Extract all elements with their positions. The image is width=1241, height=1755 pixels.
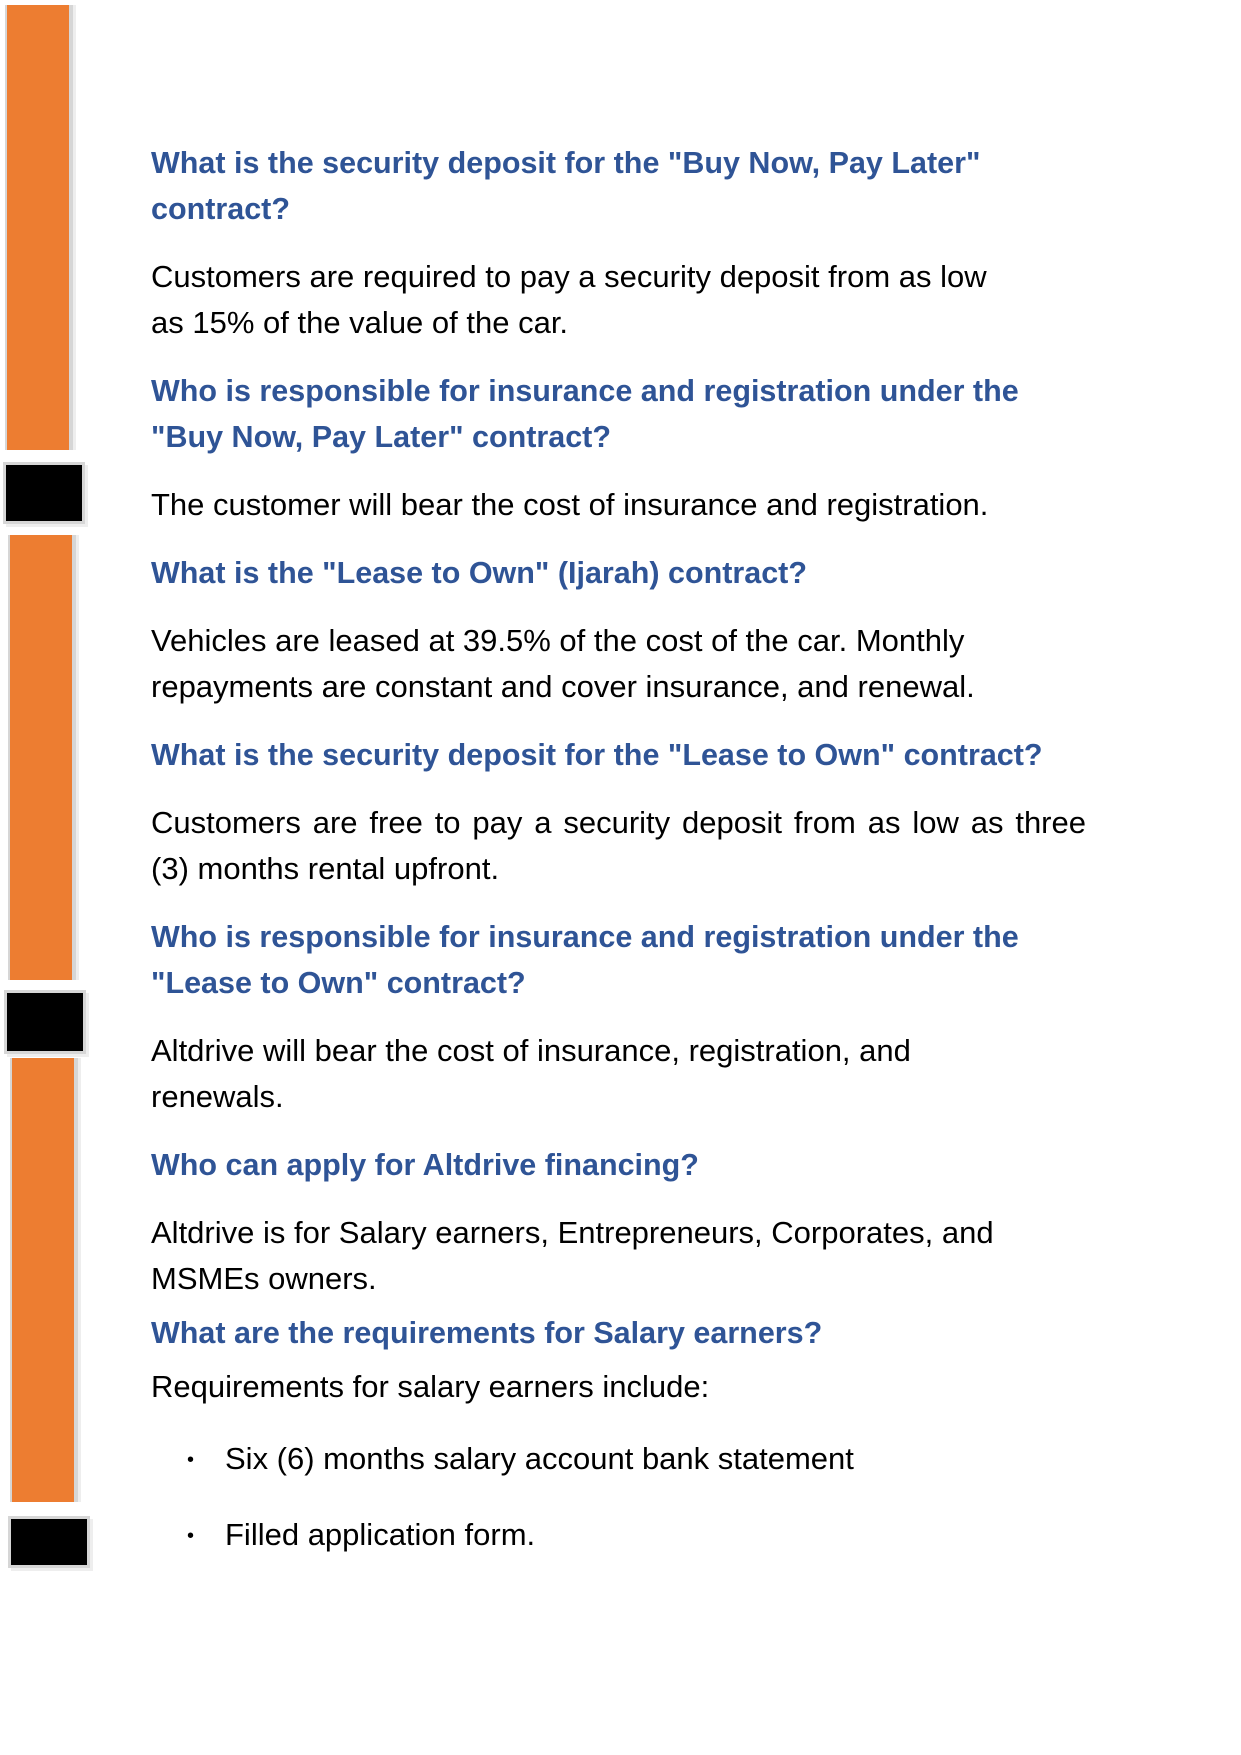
faq-answer: Altdrive will bear the cost of insurance, registration, and renewals.	[151, 1033, 911, 1114]
faq-answer: Requirements for salary earners include:	[151, 1369, 710, 1404]
faq-question: What are the requirements for Salary earners?	[151, 1316, 823, 1350]
faq-question: What is the security deposit for the "Buy Now, Pay Later" contract?	[151, 146, 981, 226]
orange-bar	[5, 5, 73, 450]
faq-question: What is the "Lease to Own" (Ijarah) contract?	[151, 556, 807, 590]
faq-answer: Customers are required to pay a security deposit from as low as 15% of the value of the car.	[151, 259, 987, 340]
faq-question: Who is responsible for insurance and registration under the "Buy Now, Pay Later" contract?	[151, 374, 1019, 454]
bullet-icon: •	[187, 1449, 195, 1471]
faq-content	[151, 140, 1086, 1588]
orange-bar	[10, 1058, 78, 1502]
faq-question: Who is responsible for insurance and registration under the "Lease to Own" contract?	[151, 920, 1019, 1000]
bullet-icon: •	[187, 1525, 195, 1547]
faq-question: What is the security deposit for the "Lease to Own" contract?	[151, 738, 1043, 772]
list-item	[187, 1512, 1086, 1558]
orange-bar	[8, 535, 76, 980]
faq-answer: Altdrive is for Salary earners, Entrepreneurs, Corporates, and MSMEs owners.	[151, 1215, 994, 1296]
black-block	[3, 462, 85, 524]
black-block	[4, 990, 86, 1054]
faq-answer: The customer will bear the cost of insurance and registration.	[151, 487, 989, 522]
black-block	[8, 1516, 90, 1568]
list-item-text: Six (6) months salary account bank statement	[225, 1441, 854, 1476]
faq-question: Who can apply for Altdrive financing?	[151, 1148, 699, 1182]
faq-answer: Vehicles are leased at 39.5% of the cost of the car. Monthly repayments are constant and cover insurance, and renewal.	[151, 623, 975, 704]
list-item	[187, 1436, 1086, 1482]
list-item-text: Filled application form.	[225, 1517, 536, 1552]
decorative-sidebar	[0, 0, 100, 1755]
faq-answer: Customers are free to pay a security deposit from as low as three (3) months rental upfront.	[151, 805, 1086, 886]
requirements-list	[151, 1436, 1086, 1558]
